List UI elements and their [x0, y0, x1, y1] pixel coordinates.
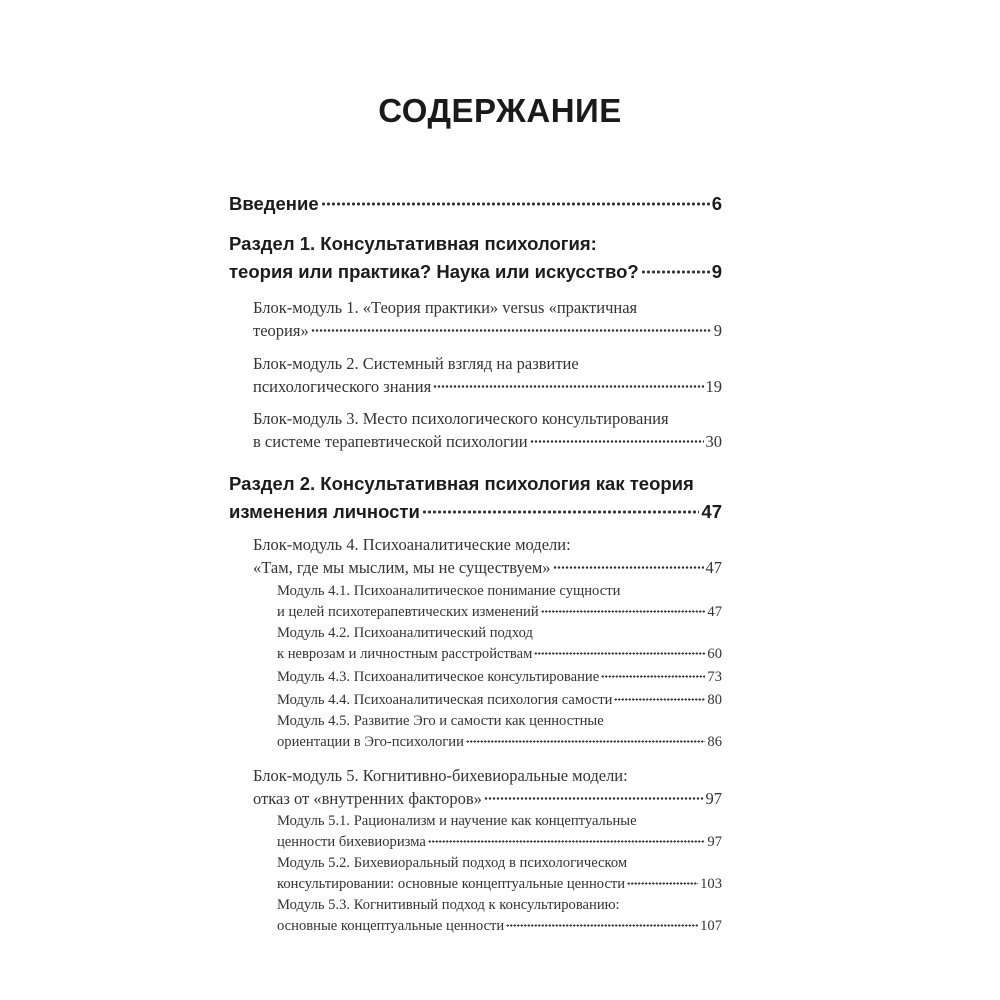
toc-entry[interactable] — [229, 230, 722, 286]
toc-page-number: 9 — [711, 261, 722, 282]
toc-entry-line — [277, 854, 722, 874]
toc-entry[interactable] — [277, 854, 722, 895]
toc-entry-line — [277, 602, 722, 623]
toc-page-number: 19 — [705, 376, 722, 396]
dot-leader — [641, 260, 710, 279]
dot-leader — [530, 430, 704, 447]
toc-entry-title: Блок-модуль 3. Место психологического консультирования — [253, 409, 669, 428]
toc-entry-line — [253, 297, 722, 319]
toc-entry-line — [253, 353, 722, 375]
dot-leader — [601, 666, 705, 681]
toc-page-number: 86 — [707, 734, 722, 751]
toc-entry-line — [277, 832, 722, 853]
toc-entry-line — [277, 689, 722, 710]
toc-entry-line — [253, 556, 722, 579]
toc-entry-line — [277, 644, 722, 665]
toc-page-number: 47 — [707, 604, 722, 621]
toc-entry-title: и целей психотерапевтических изменений — [277, 604, 539, 621]
toc-entry-title: Блок-модуль 1. «Теория практики» versus «практичная — [253, 298, 638, 317]
toc-entry-title: ценности бихевиоризма — [277, 834, 426, 851]
toc-entry-line — [277, 624, 722, 644]
toc-entry-title: Введение — [229, 193, 319, 214]
toc-entry[interactable] — [277, 624, 722, 665]
toc-entry[interactable] — [229, 470, 722, 526]
toc-entry-line — [253, 375, 722, 398]
toc-page-number: 97 — [705, 788, 722, 808]
toc-page-number: 9 — [713, 320, 722, 340]
toc-entry-line — [277, 666, 722, 687]
dot-leader — [311, 319, 712, 336]
toc-entry[interactable] — [253, 534, 722, 579]
toc-entry-title: Модуль 4.5. Развитие Эго и самости как ценностные — [277, 713, 604, 729]
toc-entry-title: теория» — [253, 320, 309, 340]
toc-entry-line — [277, 916, 722, 937]
toc-entry-line — [277, 896, 722, 916]
toc-page-number: 47 — [705, 557, 722, 577]
toc-page-number: 30 — [705, 431, 722, 451]
toc-page-number: 80 — [707, 691, 722, 708]
toc-entry[interactable] — [253, 765, 722, 810]
toc-entry-title: Модуль 4.1. Психоаналитическое понимание сущности — [277, 583, 621, 599]
toc-entry-title: Блок-модуль 5. Когнитивно-бихевиоральные модели: — [253, 766, 628, 785]
toc-entry-title: в системе терапевтической психологии — [253, 431, 528, 451]
toc-entry-title: Модуль 4.2. Психоаналитический подход — [277, 625, 533, 641]
toc-entry-line — [277, 874, 722, 895]
toc-entry-line — [277, 812, 722, 832]
toc-page-number: 103 — [700, 876, 722, 893]
dot-leader — [484, 787, 704, 804]
toc-entry-line — [253, 765, 722, 787]
toc-entry-line — [229, 230, 722, 258]
toc-entry-line — [229, 190, 722, 218]
toc-entry-line — [277, 712, 722, 732]
toc-entry-title: Модуль 4.3. Психоаналитическое консультирование — [277, 668, 600, 685]
dot-leader — [627, 874, 698, 889]
dot-leader — [433, 375, 703, 392]
toc-page-number: 60 — [707, 646, 722, 663]
dot-leader — [541, 602, 706, 617]
toc-entry-title: отказ от «внутренних факторов» — [253, 788, 482, 808]
toc-entry-title: Модуль 5.3. Когнитивный подход к консультированию: — [277, 897, 620, 913]
toc-entry-title: к неврозам и личностным расстройствам — [277, 646, 533, 663]
toc-entry-title: ориентации в Эго-психологии — [277, 734, 464, 751]
toc-entry[interactable] — [277, 582, 722, 623]
toc-entry-line — [253, 787, 722, 810]
toc-entry-line — [229, 470, 722, 498]
toc-entry-line — [253, 534, 722, 556]
dot-leader — [614, 689, 705, 704]
toc-page-number: 47 — [701, 501, 722, 522]
toc-entry-line — [229, 258, 722, 286]
toc-page-number: 107 — [700, 918, 722, 935]
toc-entry[interactable] — [253, 353, 722, 398]
toc-entry-title: Модуль 5.2. Бихевиоральный подход в психологическом — [277, 855, 628, 871]
toc-entry-line — [253, 408, 722, 430]
toc-entry[interactable] — [277, 712, 722, 753]
toc-entry-line — [277, 732, 722, 753]
toc-entry-title: Блок-модуль 4. Психоаналитические модели: — [253, 535, 571, 554]
toc-entry-title: консультировании: основные концептуальные ценности — [277, 876, 626, 893]
dot-leader — [534, 644, 705, 659]
toc-entry[interactable] — [277, 689, 722, 710]
toc-entry-title: психологического знания — [253, 376, 432, 396]
dot-leader — [422, 500, 700, 519]
toc-entry-title: Раздел 2. Консультативная психология как теория — [229, 473, 694, 494]
toc-entry-line — [253, 430, 722, 453]
toc-entry-line — [229, 498, 722, 526]
dot-leader — [321, 192, 710, 211]
toc-entry-title: изменения личности — [229, 501, 420, 522]
dot-leader — [553, 556, 704, 573]
toc-entry-title: основные концептуальные ценности — [277, 918, 505, 935]
toc-entry[interactable] — [277, 896, 722, 937]
dot-leader — [506, 916, 698, 931]
toc-page-number: 6 — [711, 193, 722, 214]
toc-entry[interactable] — [253, 297, 722, 342]
toc-entry-title: теория или практика? Наука или искусство? — [229, 261, 639, 282]
toc-entry-line — [253, 319, 722, 342]
toc-page-number: 97 — [707, 834, 722, 851]
toc-entry[interactable] — [229, 190, 722, 218]
page-title: СОДЕРЖАНИЕ — [378, 92, 622, 129]
toc-entry[interactable] — [253, 408, 722, 453]
toc-entry[interactable] — [277, 666, 722, 687]
toc-entry-title: Раздел 1. Консультативная психология: — [229, 233, 597, 254]
toc-entry[interactable] — [277, 812, 722, 853]
toc-entry-line — [277, 582, 722, 602]
toc-entry-title: Модуль 4.4. Психоаналитическая психология самости — [277, 691, 613, 708]
toc-entry-title: Блок-модуль 2. Системный взгляд на развитие — [253, 354, 579, 373]
dot-leader — [428, 832, 706, 847]
toc-entry-title: Модуль 5.1. Рационализм и научение как концептуальные — [277, 813, 637, 829]
toc-page-number: 73 — [707, 668, 722, 685]
dot-leader — [466, 732, 706, 747]
toc-entry-title: «Там, где мы мыслим, мы не существуем» — [253, 557, 551, 577]
